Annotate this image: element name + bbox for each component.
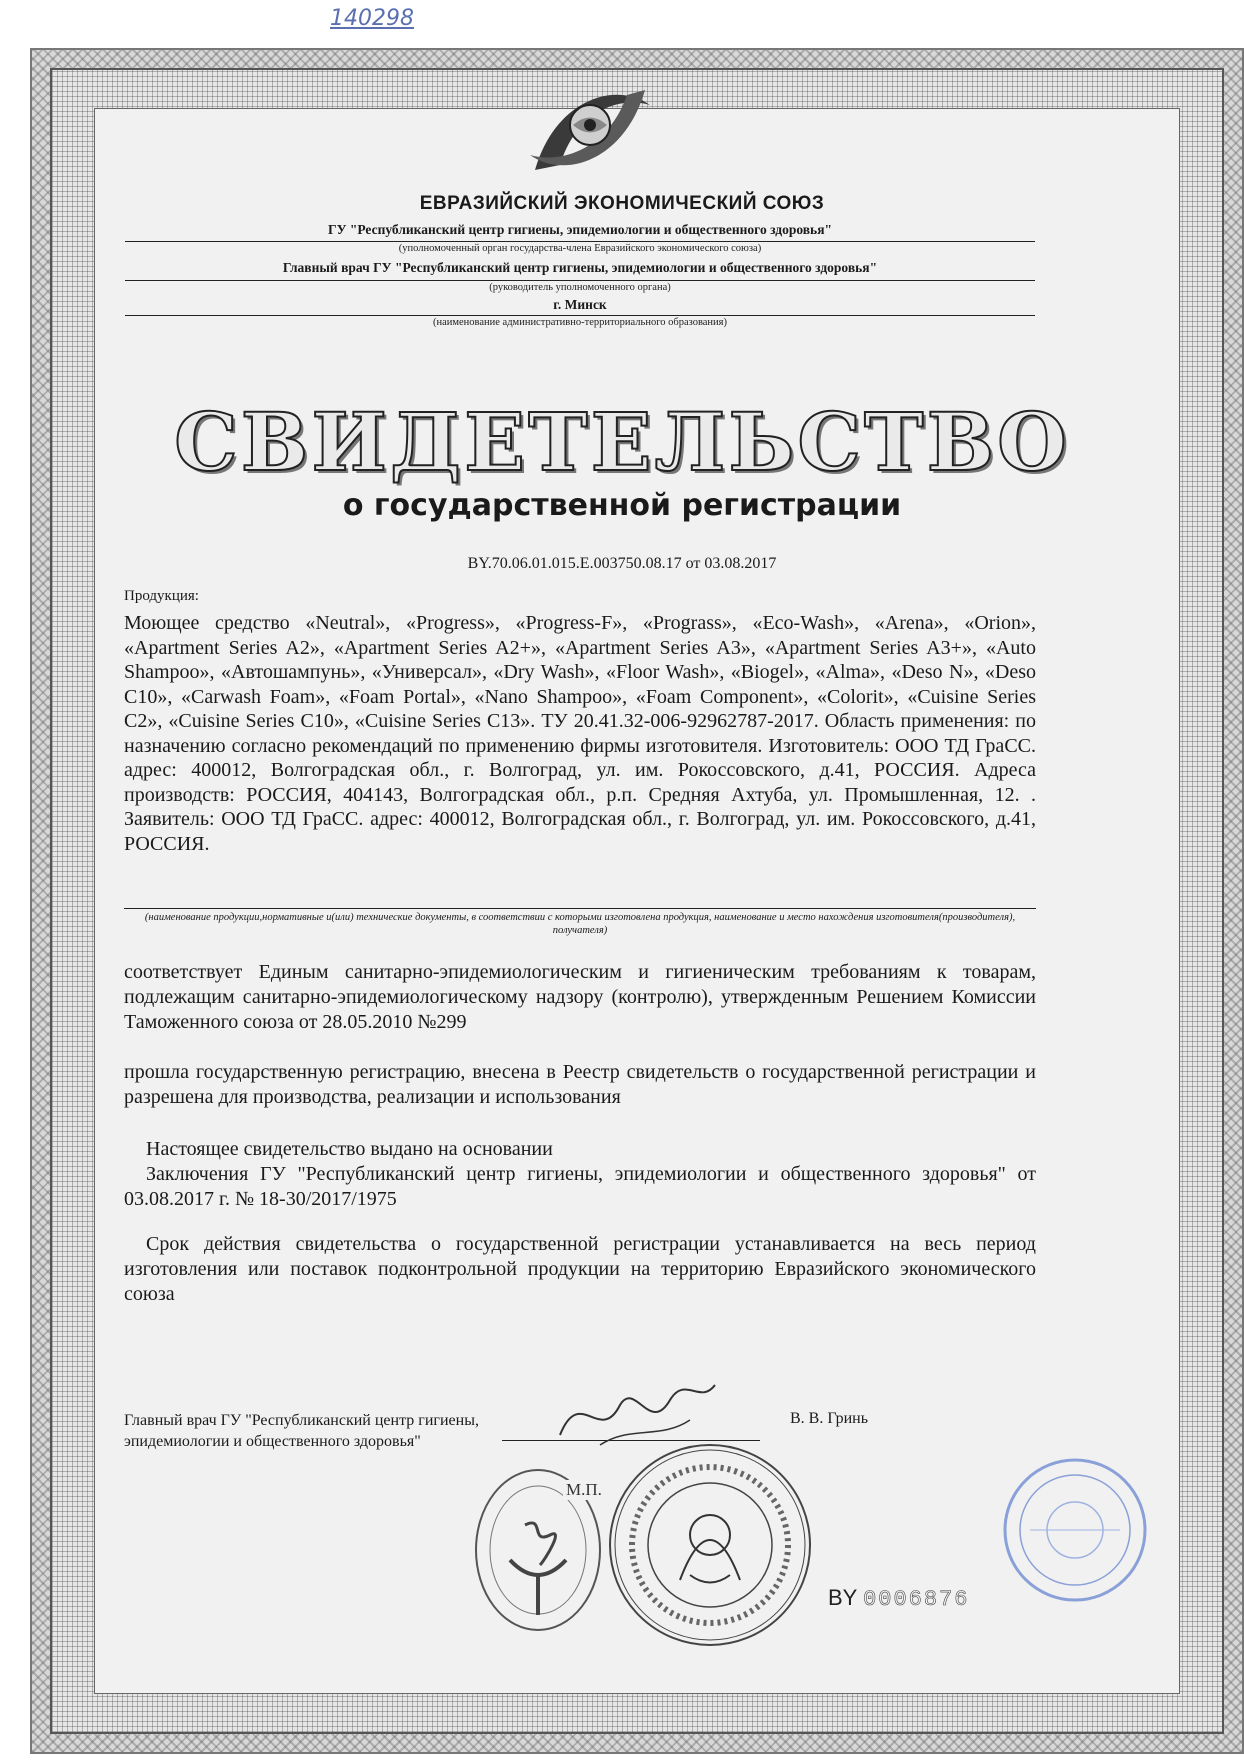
eaeu-emblem-icon (515, 70, 665, 190)
round-official-stamp-icon (605, 1440, 815, 1650)
stamp-placement-label: М.П. (563, 1480, 605, 1500)
serial-digits: 0006876 (863, 1587, 970, 1612)
products-description: Моющее средство «Neutral», «Progress», «Progress-F», «Prograss», «Eco-Wash», «Arena», «Orion», «Apartment Series A2», «Apartment Series A2+», «Apartment Series A3», «Apartment Series A3+», «Auto Shampoo», «Автошампунь», «Универсал», «Dry Wash», «Floor Wash», «Biogel», «Alma», «Deso N», «Deso C10», «Carwash Foam», «Foam Portal», «Nano Shampoo», «Foam Component», «Colorit», «Cuisine Series C2», «Cuisine Series C10», «Cuisine Series C13». ТУ 20.41.32-006-92962787-2017. Область применения: по назначению согласно рекомендаций по применению фирмы изготовителя. Изготовитель: ООО ТД ГраСС. адрес: 400012, Волгоградская обл., г. Волгоград, ул. им. Рокоссовского, д.41, РОССИЯ. Адреса производств: РОССИЯ, 404143, Волгоградская обл., р.п. Средняя Ахтуба, ул. Промышленная, 12. . Заявитель: ООО ТД ГраСС. адрес: 400012, Волгоградская обл., г. Волгоград, ул. им. Рокоссовского, д.41, РОССИЯ. (124, 612, 1036, 855)
authority-city-hint: (наименование административно-территориального образования) (432, 317, 727, 328)
certificate-subtitle: о государственной регистрации (342, 488, 902, 523)
authority-head-hint: (руководитель уполномоченного органа) (489, 282, 671, 293)
products-hint: (наименование продукции,нормативные и(или) технические документы, в соответствии с которыми изготовлена продукция, наименование и место нахождения изготовителя(производителя), получателя) (144, 912, 1016, 936)
serial-number (828, 1585, 970, 1612)
registration-number: BY.70.06.01.015.E.003750.08.17 от 03.08.2017 (467, 555, 777, 572)
signatory-position: Главный врач ГУ "Республиканский центр гигиены, эпидемиологии и общественного здоровья" (124, 1412, 479, 1450)
serial-prefix: BY (828, 1585, 857, 1610)
certificate-title: СВИДЕТЕЛЬСТВО (174, 395, 1070, 489)
basis-paragraph: Заключения ГУ "Республиканский центр гигиены, эпидемиологии и общественного здоровья" от 03.08.2017 г. № 18-30/2017/1975 (124, 1163, 1036, 1210)
union-title: ЕВРАЗИЙСКИЙ ЭКОНОМИЧЕСКИЙ СОЮЗ (419, 193, 825, 214)
products-label: Продукция: (124, 588, 199, 604)
basis-intro: Настоящее свидетельство выдано на основании (146, 1138, 553, 1160)
authority-head-rule (125, 280, 1035, 281)
handwritten-number: 140298 (330, 6, 414, 31)
signatory-name: В. В. Гринь (790, 1410, 869, 1427)
authority-city-rule (125, 315, 1035, 316)
conformity-paragraph: соответствует Единым санитарно-эпидемиологическим и гигиеническим требованиям к товарам, подлежащим санитарно-эпидемиологическому надзору (контролю), утвержденным Решением Комиссии Таможенного союза от 28.05.2010 №299 (124, 961, 1036, 1033)
authority-organization-hint: (уполномоченный орган государства-члена Евразийского экономического союза) (398, 243, 762, 254)
registered-paragraph: прошла государственную регистрацию, внесена в Реестр свидетельств о государственной регистрации и разрешена для производства, реализации и использования (124, 1061, 1036, 1108)
authority-city: г. Минск (553, 297, 607, 312)
authority-head: Главный врач ГУ "Республиканский центр гигиены, эпидемиологии и общественного здоровья" (282, 260, 878, 275)
blue-company-seal-icon (1000, 1455, 1150, 1605)
authority-organization: ГУ "Республиканский центр гигиены, эпидемиологии и общественного здоровья" (327, 222, 832, 237)
products-rule (124, 908, 1036, 909)
validity-paragraph: Срок действия свидетельства о государственной регистрации устанавливается на весь период изготовления или поставок подконтрольной продукции на территорию Евразийского экономического союза (124, 1233, 1036, 1305)
authority-organization-rule (125, 241, 1035, 242)
